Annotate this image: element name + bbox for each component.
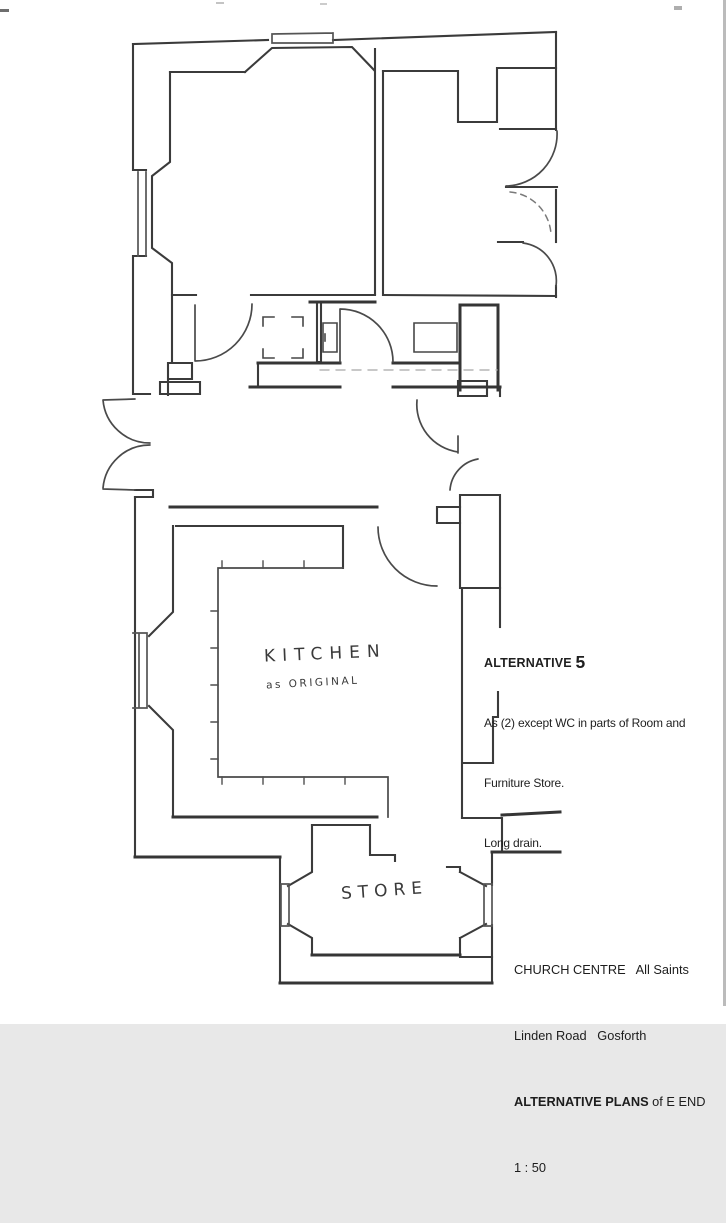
title-block-line2: Linden Road Gosforth — [514, 1028, 647, 1043]
title-block-line1: CHURCH CENTRE All Saints — [514, 962, 689, 977]
title-block-line3 — [514, 1091, 724, 1113]
store-room-label: STORE — [340, 877, 429, 905]
window-lines — [133, 33, 492, 926]
scan-smudge-top-right — [674, 6, 682, 10]
scan-smudge-top-left — [0, 9, 9, 12]
scan-speck — [216, 2, 224, 4]
kitchen-room-sublabel: as ORIGINAL — [265, 674, 360, 692]
alternative-note — [484, 612, 714, 893]
alternative-note-number: 5 — [575, 652, 586, 672]
wc-fixtures — [263, 317, 457, 358]
counter-unit-ticks — [211, 561, 345, 784]
kitchen-room-label: KITCHEN — [263, 641, 388, 667]
dashed-lines — [320, 192, 551, 370]
alternative-note-label: ALTERNATIVE — [484, 656, 572, 670]
title-block-line4: 1 : 50 — [514, 1160, 547, 1175]
alternative-note-line2: Furniture Store. — [484, 776, 565, 790]
title-block-line3-bold: ALTERNATIVE PLANS — [514, 1094, 649, 1109]
alternative-note-line1: As (2) except WC in parts of Room and — [484, 716, 686, 730]
kitchen-counter — [218, 568, 388, 817]
alternative-note-line3: Long drain. — [484, 836, 542, 850]
alternative-note-title — [484, 652, 714, 673]
title-block — [514, 915, 724, 1223]
scan-speck — [320, 3, 327, 5]
title-block-line3-rest: of E END — [648, 1094, 706, 1109]
